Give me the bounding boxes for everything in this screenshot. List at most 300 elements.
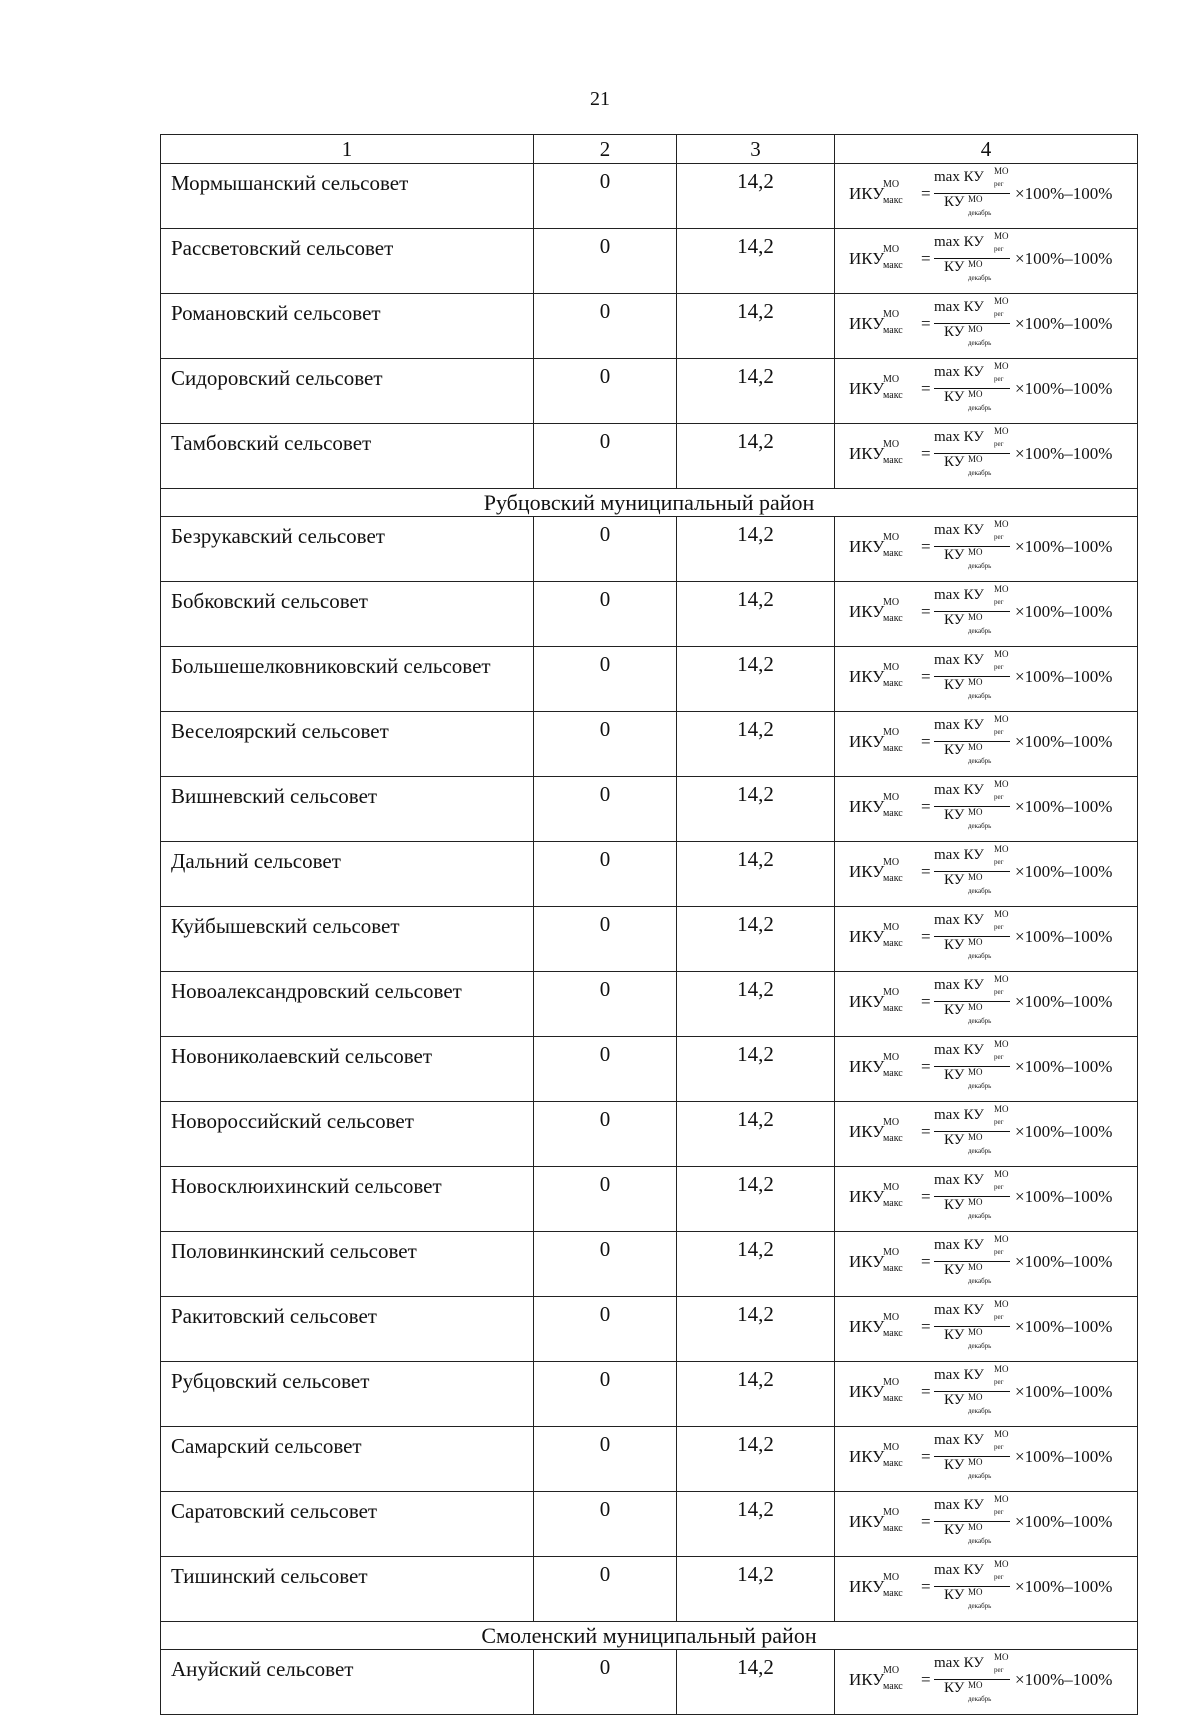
formula-lhs-sub: макс xyxy=(883,1003,903,1014)
formula-lhs-sup: МО xyxy=(883,244,900,255)
formula-den-sub: декабрь xyxy=(968,1082,992,1090)
formula-den-sub: декабрь xyxy=(968,339,992,347)
group-title: Рубцовский муниципальный район xyxy=(161,489,1138,517)
formula xyxy=(849,519,1134,572)
column-3-value: 14,2 xyxy=(677,164,835,229)
column-2-value: 0 xyxy=(534,842,677,907)
column-3-value: 14,2 xyxy=(677,777,835,842)
formula-eq: = xyxy=(921,1057,931,1076)
column-3-value: 14,2 xyxy=(677,1297,835,1362)
formula-lhs-sup: МО xyxy=(883,1507,900,1518)
formula-num-sub: рег xyxy=(994,858,1004,866)
column-3-value: 14,2 xyxy=(677,842,835,907)
formula-numerator: max КУ xyxy=(934,587,984,603)
formula-numerator: max КУ xyxy=(934,1367,984,1383)
formula-eq: = xyxy=(921,537,931,556)
formula-num-sup: МО xyxy=(994,974,1009,984)
formula-den-sub: декабрь xyxy=(968,952,992,960)
settlement-name: Саратовский сельсовет xyxy=(161,1492,534,1557)
formula-den-sub: декабрь xyxy=(968,562,992,570)
table-row xyxy=(161,647,1138,712)
formula-den-sup: МО xyxy=(968,742,983,752)
formula-fraction xyxy=(934,1169,1012,1222)
formula-lhs: ИКУ xyxy=(849,1252,885,1271)
formula-tail: ×100%–100% xyxy=(1015,1447,1113,1466)
formula-den-sup: МО xyxy=(968,324,983,334)
formula-cell xyxy=(835,972,1138,1037)
formula-lhs: ИКУ xyxy=(849,1122,885,1141)
formula-fraction xyxy=(934,779,1012,832)
settlement-name: Новосклюихинский сельсовет xyxy=(161,1167,534,1232)
formula-cell xyxy=(835,777,1138,842)
table-row xyxy=(161,712,1138,777)
column-3-value: 14,2 xyxy=(677,1037,835,1102)
formula-cell xyxy=(835,1167,1138,1232)
formula-cell xyxy=(835,1102,1138,1167)
formula-tail: ×100%–100% xyxy=(1015,444,1113,463)
column-3-value: 14,2 xyxy=(677,1102,835,1167)
settlement-name: Безрукавский сельсовет xyxy=(161,517,534,582)
formula-lhs: ИКУ xyxy=(849,444,885,463)
formula-lhs: ИКУ xyxy=(849,602,885,621)
formula-cell xyxy=(835,359,1138,424)
formula-tail: ×100%–100% xyxy=(1015,379,1113,398)
formula-denominator: КУ xyxy=(944,454,965,470)
formula-den-sup: МО xyxy=(968,259,983,269)
formula-den-sup: МО xyxy=(968,1002,983,1012)
header-col-2: 2 xyxy=(534,135,677,164)
formula-lhs-sup: МО xyxy=(883,309,900,320)
formula-denominator: КУ xyxy=(944,612,965,628)
formula-eq: = xyxy=(921,1382,931,1401)
formula-eq: = xyxy=(921,314,931,333)
formula-lhs: ИКУ xyxy=(849,927,885,946)
table-row xyxy=(161,1102,1138,1167)
formula-denominator: КУ xyxy=(944,872,965,888)
formula-tail: ×100%–100% xyxy=(1015,992,1113,1011)
formula xyxy=(849,844,1134,897)
formula-tail: ×100%–100% xyxy=(1015,1252,1113,1271)
formula-lhs: ИКУ xyxy=(849,667,885,686)
formula-fraction xyxy=(934,361,1012,414)
column-3-value: 14,2 xyxy=(677,1492,835,1557)
formula-num-sub: рег xyxy=(994,310,1004,318)
formula-cell xyxy=(835,1492,1138,1557)
formula-lhs-sup: МО xyxy=(883,792,900,803)
formula-lhs: ИКУ xyxy=(849,1447,885,1466)
formula-cell xyxy=(835,712,1138,777)
formula-lhs-sub: макс xyxy=(883,808,903,819)
formula-lhs-sub: макс xyxy=(883,678,903,689)
formula-den-sup: МО xyxy=(968,1457,983,1467)
formula-lhs: ИКУ xyxy=(849,314,885,333)
table-row xyxy=(161,1362,1138,1427)
table-row xyxy=(161,1427,1138,1492)
formula-den-sub: декабрь xyxy=(968,209,992,217)
formula-tail: ×100%–100% xyxy=(1015,1670,1113,1689)
column-3-value: 14,2 xyxy=(677,1167,835,1232)
formula xyxy=(849,1429,1134,1482)
formula-eq: = xyxy=(921,1122,931,1141)
formula-lhs-sub: макс xyxy=(883,743,903,754)
formula-fraction xyxy=(934,1559,1012,1612)
settlement-name: Веселоярский сельсовет xyxy=(161,712,534,777)
formula-lhs: ИКУ xyxy=(849,1382,885,1401)
formula-num-sup: МО xyxy=(994,1494,1009,1504)
formula-cell xyxy=(835,424,1138,489)
formula-numerator: max КУ xyxy=(934,912,984,928)
formula-num-sub: рег xyxy=(994,988,1004,996)
group-row xyxy=(161,489,1138,517)
settlement-name: Новороссийский сельсовет xyxy=(161,1102,534,1167)
formula-num-sup: МО xyxy=(994,909,1009,919)
formula-tail: ×100%–100% xyxy=(1015,1187,1113,1206)
formula-lhs-sup: МО xyxy=(883,987,900,998)
formula-numerator: max КУ xyxy=(934,782,984,798)
formula-cell xyxy=(835,229,1138,294)
formula-lhs-sup: МО xyxy=(883,727,900,738)
column-3-value: 14,2 xyxy=(677,1650,835,1715)
formula-fraction xyxy=(934,584,1012,637)
formula-den-sub: декабрь xyxy=(968,1407,992,1415)
formula xyxy=(849,1104,1134,1157)
formula-num-sup: МО xyxy=(994,166,1009,176)
settlement-name: Новоалександровский сельсовет xyxy=(161,972,534,1037)
settlement-name: Тишинский сельсовет xyxy=(161,1557,534,1622)
group-title: Смоленский муниципальный район xyxy=(161,1622,1138,1650)
formula-cell xyxy=(835,517,1138,582)
formula-den-sub: декабрь xyxy=(968,1277,992,1285)
formula-eq: = xyxy=(921,1187,931,1206)
column-3-value: 14,2 xyxy=(677,359,835,424)
formula-cell xyxy=(835,647,1138,712)
formula-num-sup: МО xyxy=(994,1429,1009,1439)
formula-den-sub: декабрь xyxy=(968,627,992,635)
table-row xyxy=(161,164,1138,229)
settlement-name: Рассветовский сельсовет xyxy=(161,229,534,294)
formula-den-sup: МО xyxy=(968,1067,983,1077)
formula-tail: ×100%–100% xyxy=(1015,797,1113,816)
formula-num-sup: МО xyxy=(994,844,1009,854)
settlement-name: Куйбышевский сельсовет xyxy=(161,907,534,972)
formula-denominator: КУ xyxy=(944,1457,965,1473)
formula-eq: = xyxy=(921,1317,931,1336)
formula-den-sub: декабрь xyxy=(968,887,992,895)
formula-denominator: КУ xyxy=(944,1197,965,1213)
formula-eq: = xyxy=(921,862,931,881)
formula-lhs-sub: макс xyxy=(883,613,903,624)
formula-den-sup: МО xyxy=(968,1587,983,1597)
formula-tail: ×100%–100% xyxy=(1015,1122,1113,1141)
formula-cell xyxy=(835,1557,1138,1622)
column-3-value: 14,2 xyxy=(677,517,835,582)
formula-lhs-sub: макс xyxy=(883,1588,903,1599)
formula-num-sub: рег xyxy=(994,1508,1004,1516)
formula-tail: ×100%–100% xyxy=(1015,602,1113,621)
column-2-value: 0 xyxy=(534,164,677,229)
column-3-value: 14,2 xyxy=(677,582,835,647)
settlement-name: Сидоровский сельсовет xyxy=(161,359,534,424)
column-2-value: 0 xyxy=(534,907,677,972)
formula-lhs-sup: МО xyxy=(883,1377,900,1388)
formula-fraction xyxy=(934,974,1012,1027)
formula-lhs-sub: макс xyxy=(883,1393,903,1404)
formula-lhs-sup: МО xyxy=(883,1117,900,1128)
formula-fraction xyxy=(934,426,1012,479)
table-row xyxy=(161,907,1138,972)
settlement-name: Вишневский сельсовет xyxy=(161,777,534,842)
formula-den-sup: МО xyxy=(968,612,983,622)
column-3-value: 14,2 xyxy=(677,1362,835,1427)
column-3-value: 14,2 xyxy=(677,907,835,972)
formula-num-sup: МО xyxy=(994,519,1009,529)
formula-lhs: ИКУ xyxy=(849,184,885,203)
column-2-value: 0 xyxy=(534,582,677,647)
formula xyxy=(849,649,1134,702)
formula-num-sup: МО xyxy=(994,1234,1009,1244)
header-col-3: 3 xyxy=(677,135,835,164)
formula-cell xyxy=(835,1650,1138,1715)
formula-lhs: ИКУ xyxy=(849,249,885,268)
formula-numerator: max КУ xyxy=(934,977,984,993)
table-row xyxy=(161,229,1138,294)
formula-denominator: КУ xyxy=(944,389,965,405)
formula-lhs-sup: МО xyxy=(883,922,900,933)
column-2-value: 0 xyxy=(534,424,677,489)
formula-eq: = xyxy=(921,1252,931,1271)
formula-den-sup: МО xyxy=(968,1392,983,1402)
formula-den-sup: МО xyxy=(968,454,983,464)
formula xyxy=(849,296,1134,349)
formula xyxy=(849,1494,1134,1547)
formula xyxy=(849,714,1134,767)
data-table xyxy=(160,134,1138,1715)
formula-lhs-sub: макс xyxy=(883,1458,903,1469)
formula-tail: ×100%–100% xyxy=(1015,314,1113,333)
table-row xyxy=(161,1492,1138,1557)
formula-num-sup: МО xyxy=(994,1039,1009,1049)
table-row xyxy=(161,1167,1138,1232)
formula-denominator: КУ xyxy=(944,1132,965,1148)
formula-lhs-sup: МО xyxy=(883,597,900,608)
formula-denominator: КУ xyxy=(944,937,965,953)
formula-cell xyxy=(835,1297,1138,1362)
formula xyxy=(849,231,1134,284)
formula-tail: ×100%–100% xyxy=(1015,249,1113,268)
formula-lhs-sub: макс xyxy=(883,548,903,559)
formula-lhs: ИКУ xyxy=(849,862,885,881)
formula-eq: = xyxy=(921,927,931,946)
formula-den-sup: МО xyxy=(968,1522,983,1532)
formula-numerator: max КУ xyxy=(934,1302,984,1318)
formula-numerator: max КУ xyxy=(934,1172,984,1188)
formula-tail: ×100%–100% xyxy=(1015,1317,1113,1336)
formula-den-sup: МО xyxy=(968,1262,983,1272)
formula-num-sub: рег xyxy=(994,1443,1004,1451)
table-row xyxy=(161,1557,1138,1622)
formula-denominator: КУ xyxy=(944,1392,965,1408)
column-2-value: 0 xyxy=(534,1362,677,1427)
formula-num-sub: рег xyxy=(994,663,1004,671)
formula-num-sup: МО xyxy=(994,1104,1009,1114)
formula-lhs-sub: макс xyxy=(883,1681,903,1692)
formula-den-sup: МО xyxy=(968,389,983,399)
formula-den-sup: МО xyxy=(968,1327,983,1337)
formula xyxy=(849,779,1134,832)
formula-numerator: max КУ xyxy=(934,364,984,380)
formula xyxy=(849,1169,1134,1222)
formula-fraction xyxy=(934,1104,1012,1157)
formula-lhs-sup: МО xyxy=(883,662,900,673)
formula-numerator: max КУ xyxy=(934,429,984,445)
column-2-value: 0 xyxy=(534,359,677,424)
table-row xyxy=(161,582,1138,647)
formula-lhs-sub: макс xyxy=(883,1523,903,1534)
formula-eq: = xyxy=(921,992,931,1011)
formula xyxy=(849,909,1134,962)
formula-num-sup: МО xyxy=(994,361,1009,371)
formula xyxy=(849,166,1134,219)
formula xyxy=(849,584,1134,637)
formula-lhs-sub: макс xyxy=(883,195,903,206)
formula-fraction xyxy=(934,844,1012,897)
formula-num-sup: МО xyxy=(994,231,1009,241)
formula-lhs-sup: МО xyxy=(883,1052,900,1063)
header-row xyxy=(161,135,1138,164)
settlement-name: Бобковский сельсовет xyxy=(161,582,534,647)
table-row xyxy=(161,1297,1138,1362)
formula-den-sup: МО xyxy=(968,1680,983,1690)
formula-num-sub: рег xyxy=(994,598,1004,606)
formula-num-sup: МО xyxy=(994,1299,1009,1309)
formula-num-sup: МО xyxy=(994,779,1009,789)
formula-numerator: max КУ xyxy=(934,717,984,733)
column-2-value: 0 xyxy=(534,229,677,294)
column-2-value: 0 xyxy=(534,1492,677,1557)
formula-den-sup: МО xyxy=(968,807,983,817)
formula-lhs-sup: МО xyxy=(883,1442,900,1453)
formula-denominator: КУ xyxy=(944,742,965,758)
formula-num-sub: рег xyxy=(994,1666,1004,1674)
formula-num-sup: МО xyxy=(994,296,1009,306)
formula-numerator: max КУ xyxy=(934,652,984,668)
formula-fraction xyxy=(934,714,1012,767)
formula-num-sup: МО xyxy=(994,426,1009,436)
formula-num-sub: рег xyxy=(994,923,1004,931)
formula-num-sup: МО xyxy=(994,1652,1009,1662)
formula-num-sub: рег xyxy=(994,1118,1004,1126)
formula-den-sub: декабрь xyxy=(968,1147,992,1155)
formula-lhs-sup: МО xyxy=(883,1572,900,1583)
column-2-value: 0 xyxy=(534,517,677,582)
formula-cell xyxy=(835,294,1138,359)
formula-lhs-sub: макс xyxy=(883,390,903,401)
formula-fraction xyxy=(934,519,1012,572)
formula-lhs-sup: МО xyxy=(883,1312,900,1323)
settlement-name: Романовский сельсовет xyxy=(161,294,534,359)
formula-num-sub: рег xyxy=(994,533,1004,541)
formula-lhs-sup: МО xyxy=(883,179,900,190)
column-3-value: 14,2 xyxy=(677,229,835,294)
formula-fraction xyxy=(934,1652,1012,1705)
formula-fraction xyxy=(934,1299,1012,1352)
formula-num-sub: рег xyxy=(994,1378,1004,1386)
formula-lhs: ИКУ xyxy=(849,992,885,1011)
formula-numerator: max КУ xyxy=(934,299,984,315)
settlement-name: Ракитовский сельсовет xyxy=(161,1297,534,1362)
settlement-name: Ануйский сельсовет xyxy=(161,1650,534,1715)
formula-numerator: max КУ xyxy=(934,522,984,538)
column-2-value: 0 xyxy=(534,712,677,777)
group-row xyxy=(161,1622,1138,1650)
formula-den-sup: МО xyxy=(968,547,983,557)
formula-lhs: ИКУ xyxy=(849,1317,885,1336)
formula-num-sup: МО xyxy=(994,714,1009,724)
formula-tail: ×100%–100% xyxy=(1015,862,1113,881)
formula-cell xyxy=(835,1037,1138,1102)
formula-num-sub: рег xyxy=(994,245,1004,253)
page-number: 21 xyxy=(590,88,610,110)
formula-num-sup: МО xyxy=(994,1559,1009,1569)
formula-lhs-sub: макс xyxy=(883,1198,903,1209)
table-row xyxy=(161,517,1138,582)
formula-denominator: КУ xyxy=(944,1262,965,1278)
formula-numerator: max КУ xyxy=(934,1107,984,1123)
formula-lhs-sub: макс xyxy=(883,260,903,271)
formula-num-sup: МО xyxy=(994,1364,1009,1374)
formula-fraction xyxy=(934,166,1012,219)
column-3-value: 14,2 xyxy=(677,1427,835,1492)
formula-num-sub: рег xyxy=(994,180,1004,188)
column-2-value: 0 xyxy=(534,1557,677,1622)
column-2-value: 0 xyxy=(534,777,677,842)
formula-lhs: ИКУ xyxy=(849,1187,885,1206)
formula xyxy=(849,1364,1134,1417)
formula-num-sup: МО xyxy=(994,649,1009,659)
formula-fraction xyxy=(934,1494,1012,1547)
formula-lhs-sup: МО xyxy=(883,532,900,543)
table-row xyxy=(161,1232,1138,1297)
formula-cell xyxy=(835,1427,1138,1492)
settlement-name: Тамбовский сельсовет xyxy=(161,424,534,489)
formula-den-sub: декабрь xyxy=(968,469,992,477)
settlement-name: Дальний сельсовет xyxy=(161,842,534,907)
formula-denominator: КУ xyxy=(944,1327,965,1343)
formula-eq: = xyxy=(921,1670,931,1689)
formula-eq: = xyxy=(921,732,931,751)
formula-denominator: КУ xyxy=(944,194,965,210)
formula-numerator: max КУ xyxy=(934,1497,984,1513)
settlement-name: Большешелковниковский сельсовет xyxy=(161,647,534,712)
formula-num-sub: рег xyxy=(994,1313,1004,1321)
formula-lhs: ИКУ xyxy=(849,1057,885,1076)
formula xyxy=(849,1652,1134,1705)
formula-numerator: max КУ xyxy=(934,847,984,863)
table-row xyxy=(161,359,1138,424)
formula-tail: ×100%–100% xyxy=(1015,1057,1113,1076)
formula-num-sub: рег xyxy=(994,1573,1004,1581)
formula-den-sup: МО xyxy=(968,1197,983,1207)
formula-numerator: max КУ xyxy=(934,169,984,185)
formula-fraction xyxy=(934,1234,1012,1287)
formula-denominator: КУ xyxy=(944,677,965,693)
formula-lhs-sub: макс xyxy=(883,1133,903,1144)
formula-eq: = xyxy=(921,1447,931,1466)
formula-den-sub: декабрь xyxy=(968,404,992,412)
formula-tail: ×100%–100% xyxy=(1015,537,1113,556)
formula-lhs-sub: макс xyxy=(883,1263,903,1274)
formula-cell xyxy=(835,1362,1138,1427)
